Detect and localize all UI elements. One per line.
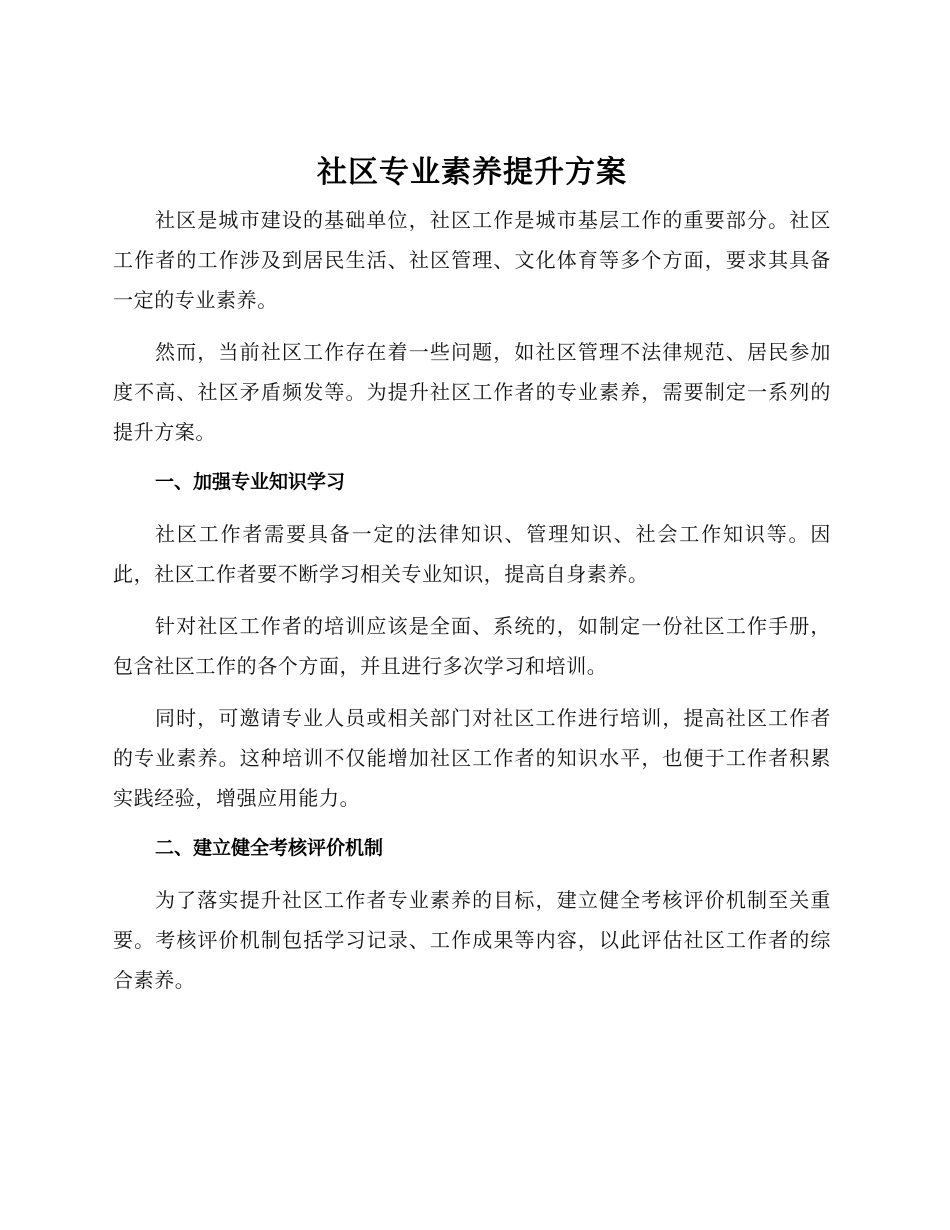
section-1-heading: 一、加强专业知识学习 — [155, 471, 346, 493]
section-1-paragraph-1: 社区工作者需要具备一定的法律知识、管理知识、社会工作知识等。因此，社区工作者要不断学习相关专业知识，提高自身素养。 — [113, 522, 831, 586]
section-1-paragraph-3: 同时，可邀请专业人员或相关部门对社区工作进行培训，提高社区工作者的专业素养。这种培训不仅能增加社区工作者的知识水平，也便于工作者积累实践经验，增强应用能力。 — [113, 706, 831, 810]
section-2-heading: 二、建立健全考核评价机制 — [155, 837, 384, 859]
intro-paragraph-1: 社区是城市建设的基础单位，社区工作是城市基层工作的重要部分。社区工作者的工作涉及到居民生活、社区管理、文化体育等多个方面，要求其具备一定的专业素养。 — [113, 208, 831, 312]
section-2-paragraph-1: 为了落实提升社区工作者专业素养的目标，建立健全考核评价机制至关重要。考核评价机制包括学习记录、工作成果等内容，以此评估社区工作者的综合素养。 — [113, 888, 831, 992]
document-body — [113, 150, 831, 1012]
section-1-paragraph-2: 针对社区工作者的培训应该是全面、系统的，如制定一份社区工作手册，包含社区工作的各个方面，并且进行多次学习和培训。 — [113, 614, 831, 678]
document-title: 社区专业素养提升方案 — [317, 155, 627, 190]
intro-paragraph-2: 然而，当前社区工作存在着一些问题，如社区管理不法律规范、居民参加度不高、社区矛盾频发等。为提升社区工作者的专业素养，需要制定一系列的提升方案。 — [113, 340, 831, 444]
